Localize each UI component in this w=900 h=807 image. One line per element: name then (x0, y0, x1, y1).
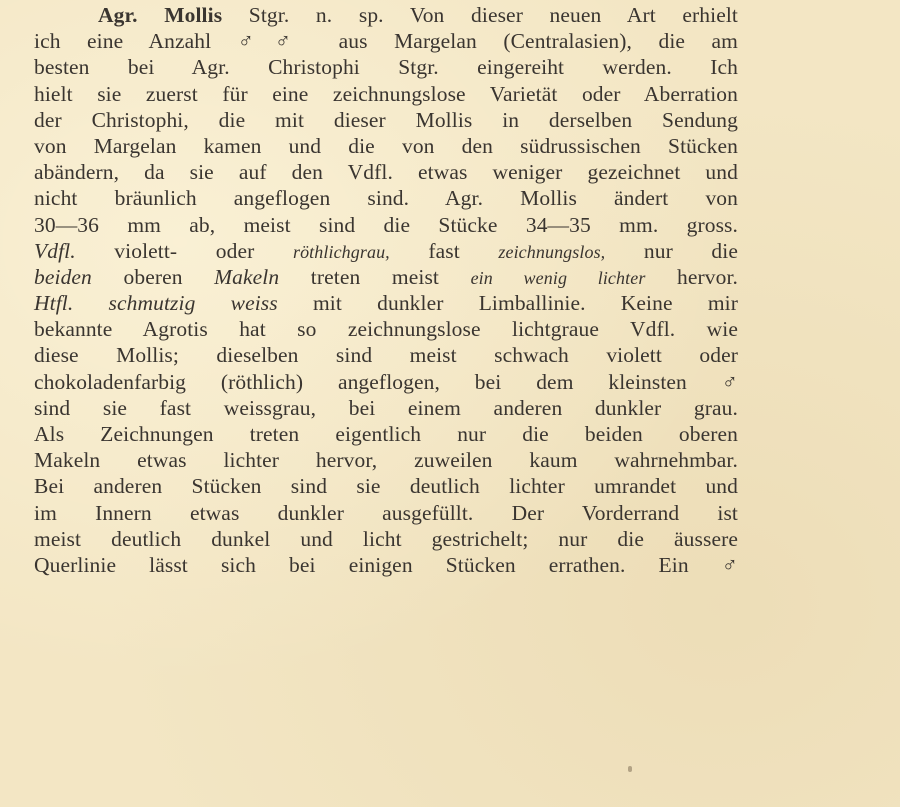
text-run: abändern, da sie auf den Vdfl. etwas weniger gezeichnet und (34, 160, 738, 185)
text-run: sind sie fast weissgrau, bei einem anderen dunkler grau. (34, 395, 738, 420)
text-line (34, 290, 738, 316)
text-run: nicht bräunlich angeflogen sind. Agr. Mollis ändert von (34, 186, 738, 211)
paper-speck (628, 766, 632, 772)
text-run: der Christophi, die mit dieser Mollis in derselben Sendung (34, 107, 738, 132)
text-run: Stgr. n. sp. Von dieser neuen Art erhielt (222, 3, 738, 27)
text-line (34, 500, 738, 526)
text-line (34, 526, 738, 552)
text-run: ein wenig lichter (470, 267, 646, 288)
text-run: Makeln (214, 264, 280, 289)
species-name: Agr. Mollis (98, 3, 223, 27)
text-line (34, 54, 738, 80)
text-run: Querlinie lässt sich bei einigen Stücken errathen. Ein ♂ (34, 552, 738, 577)
text-run: chokoladenfarbig (röthlich) angeflogen, bei dem kleinsten ♂ (34, 369, 738, 394)
text-run: Als Zeichnungen treten eigentlich nur die beiden oberen (34, 422, 738, 446)
text-run: hervor. (645, 264, 738, 289)
text-line (34, 552, 738, 578)
text-run: fast (389, 238, 499, 263)
text-run: diese Mollis; dieselben sind meist schwach violett oder (34, 343, 738, 368)
text-run: mit dunkler Limballinie. Keine mir (277, 291, 738, 316)
text-line (34, 2, 738, 28)
text-run: Makeln etwas lichter hervor, zuweilen kaum wahrnehmbar. (34, 448, 738, 473)
text-line (34, 369, 738, 395)
text-line (34, 185, 738, 211)
text-line (34, 107, 738, 133)
text-line (34, 395, 738, 421)
text-run: nur die (605, 238, 738, 263)
text-run: hielt sie zuerst für eine zeichnungslose Varietät oder Aberration (34, 81, 738, 106)
text-line (34, 212, 738, 238)
text-line (34, 473, 738, 499)
text-line (34, 316, 738, 342)
text-run: Bei anderen Stücken sind sie deutlich lichter umrandet und (34, 474, 738, 499)
text-line (34, 421, 738, 447)
text-run: bekannte Agrotis hat so zeichnungslose lichtgraue Vdfl. wie (34, 317, 738, 342)
text-run: zeichnungslos, (498, 241, 606, 262)
text-line (34, 264, 738, 290)
text-line (34, 133, 738, 159)
text-run: violett- oder (75, 238, 293, 263)
text-line (34, 81, 738, 107)
text-run: besten bei Agr. Christophi Stgr. eingereiht werden. Ich (34, 55, 738, 80)
text-line (34, 28, 738, 54)
text-run: im Innern etwas dunkler ausgefüllt. Der Vorderrand ist (34, 500, 738, 525)
text-line (34, 447, 738, 473)
text-line (34, 342, 738, 368)
text-run: 30—36 mm ab, meist sind die Stücke 34—35 mm. gross. (34, 212, 738, 237)
text-run: von Margelan kamen und die von den südrussischen Stücken (34, 133, 738, 158)
text-run: beiden (34, 264, 92, 289)
text-run: oberen (91, 264, 215, 289)
text-run: Htfl. schmutzig weiss (34, 291, 278, 316)
body-text (34, 2, 738, 578)
text-line (34, 159, 738, 185)
text-run: treten meist (279, 264, 471, 289)
text-run: Vdfl. (34, 238, 76, 263)
text-run: ich eine Anzahl ♂♂ aus Margelan (Centralasien), die am (34, 29, 738, 54)
text-line (34, 238, 738, 264)
text-run: meist deutlich dunkel und licht gestrichelt; nur die äussere (34, 526, 738, 551)
text-run: röthlichgrau, (292, 241, 390, 262)
